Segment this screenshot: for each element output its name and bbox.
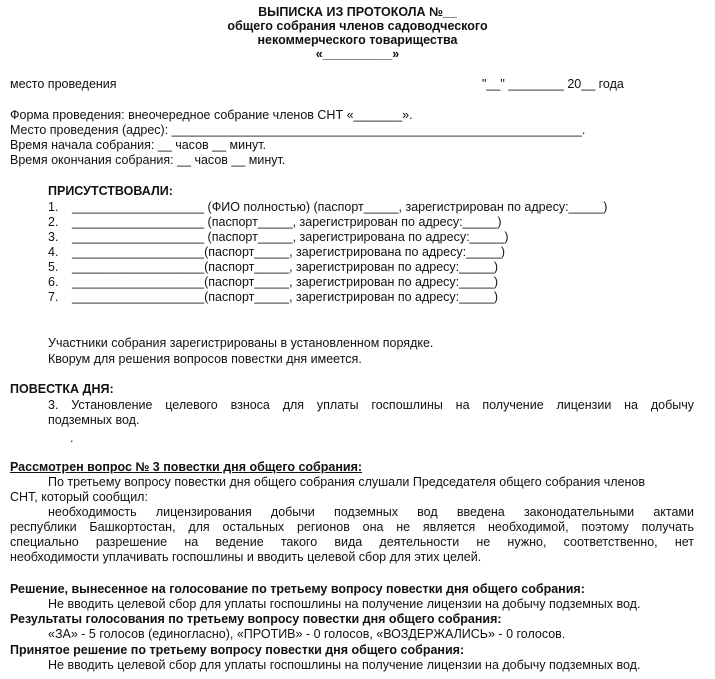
meta-end-time: Время окончания собрания: __ часов __ минут.: [10, 153, 286, 167]
present-num: 2.: [48, 215, 59, 229]
doc-subtitle-line2: некоммерческого товарищества: [257, 33, 458, 47]
present-item-text: ___________________ (паспорт_____, зарегистрирована по адресу:_____): [72, 230, 509, 244]
present-num: 5.: [48, 260, 59, 274]
date-line: "__" ________ 20__ года: [482, 77, 624, 91]
present-item: [48, 290, 58, 305]
doc-subtitle-line3: «__________»: [315, 47, 400, 61]
agenda-title: ПОВЕСТКА ДНЯ:: [10, 382, 114, 396]
present-item-text: ___________________(паспорт_____, зарегистрирован по адресу:_____): [72, 290, 499, 304]
agenda-item-cont: подземных вод.: [48, 413, 140, 427]
question-body-line: необходимость лицензирования добычи подземных вод введена законодательными актами: [48, 505, 694, 519]
question-title: Рассмотрен вопрос № 3 повестки дня общего собрания:: [10, 460, 363, 474]
question-intro-cont: СНТ, который сообщил:: [10, 490, 148, 504]
present-num: 7.: [48, 290, 59, 304]
results-title: Результаты голосования по третьему вопросу повестки дня общего собрания:: [10, 612, 502, 626]
present-item-text: ___________________ (паспорт_____, зарегистрирован по адресу:_____): [72, 215, 502, 229]
registration-note: Участники собрания зарегистрированы в установленном порядке.: [48, 336, 434, 350]
present-item: [48, 230, 58, 245]
present-num: 3.: [48, 230, 59, 244]
question-body-line: республики Башкортостан, для остальных регионов она не является необходимой, поэтому получать: [10, 520, 694, 534]
question-intro: По третьему вопросу повестки дня общего собрания слушали Председателя общего собрания членов: [48, 475, 646, 489]
doc-subtitle-line1: общего собрания членов садоводческого: [227, 19, 488, 33]
decision-title: Решение, вынесенное на голосование по третьему вопросу повестки дня общего собрания:: [10, 582, 585, 596]
present-item-text: ___________________(паспорт_____, зарегистрирован по адресу:_____): [72, 260, 499, 274]
question-body-line: специально разрешение на ведение такого вида деятельности не нужно, соответственно, нет: [10, 535, 694, 549]
meta-address: Место проведения (адрес): ___________________________________________________________.: [10, 123, 586, 137]
doc-title: ВЫПИСКА ИЗ ПРОТОКОЛА №__: [258, 5, 457, 19]
present-item: [48, 260, 58, 275]
quorum-note: Кворум для решения вопросов повестки дня имеется.: [48, 352, 362, 366]
agenda-dot: .: [70, 431, 74, 445]
place-label: место проведения: [10, 77, 117, 91]
meta-start-time: Время начала собрания: __ часов __ минут.: [10, 138, 267, 152]
present-num: 6.: [48, 275, 59, 289]
present-item: [48, 275, 58, 290]
present-num: 1.: [48, 200, 59, 214]
present-item: [48, 245, 58, 260]
decision-text: Не вводить целевой сбор для уплаты госпошлины на получение лицензии на добычу подземных вод.: [48, 597, 641, 611]
meta-form: Форма проведения: внеочередное собрание членов СНТ «_______».: [10, 108, 413, 122]
present-item-text: ___________________(паспорт_____, зарегистрирован по адресу:_____): [72, 275, 499, 289]
adopted-text: Не вводить целевой сбор для уплаты госпошлины на получение лицензии на добычу подземных вод.: [48, 658, 641, 672]
agenda-item: 3. Установление целевого взноса для уплаты госпошлины на получение лицензии на добычу: [48, 398, 694, 412]
present-item-text: ___________________ (ФИО полностью) (паспорт_____, зарегистрирован по адресу:_____): [72, 200, 608, 214]
results-text: «ЗА» - 5 голосов (единогласно), «ПРОТИВ» - 0 голосов, «ВОЗДЕРЖАЛИСЬ» - 0 голосов.: [48, 627, 566, 641]
present-item-text: ___________________(паспорт_____, зарегистрирована по адресу:_____): [72, 245, 506, 259]
present-item: [48, 215, 58, 230]
present-title: ПРИСУТСТВОВАЛИ:: [48, 184, 173, 198]
present-num: 4.: [48, 245, 59, 259]
question-body-line: необходимости уплачивать госпошлины и вводить целевой сбор для этих целей.: [10, 550, 482, 564]
present-item: [48, 200, 58, 215]
adopted-title: Принятое решение по третьему вопросу повестки дня общего собрания:: [10, 643, 465, 657]
